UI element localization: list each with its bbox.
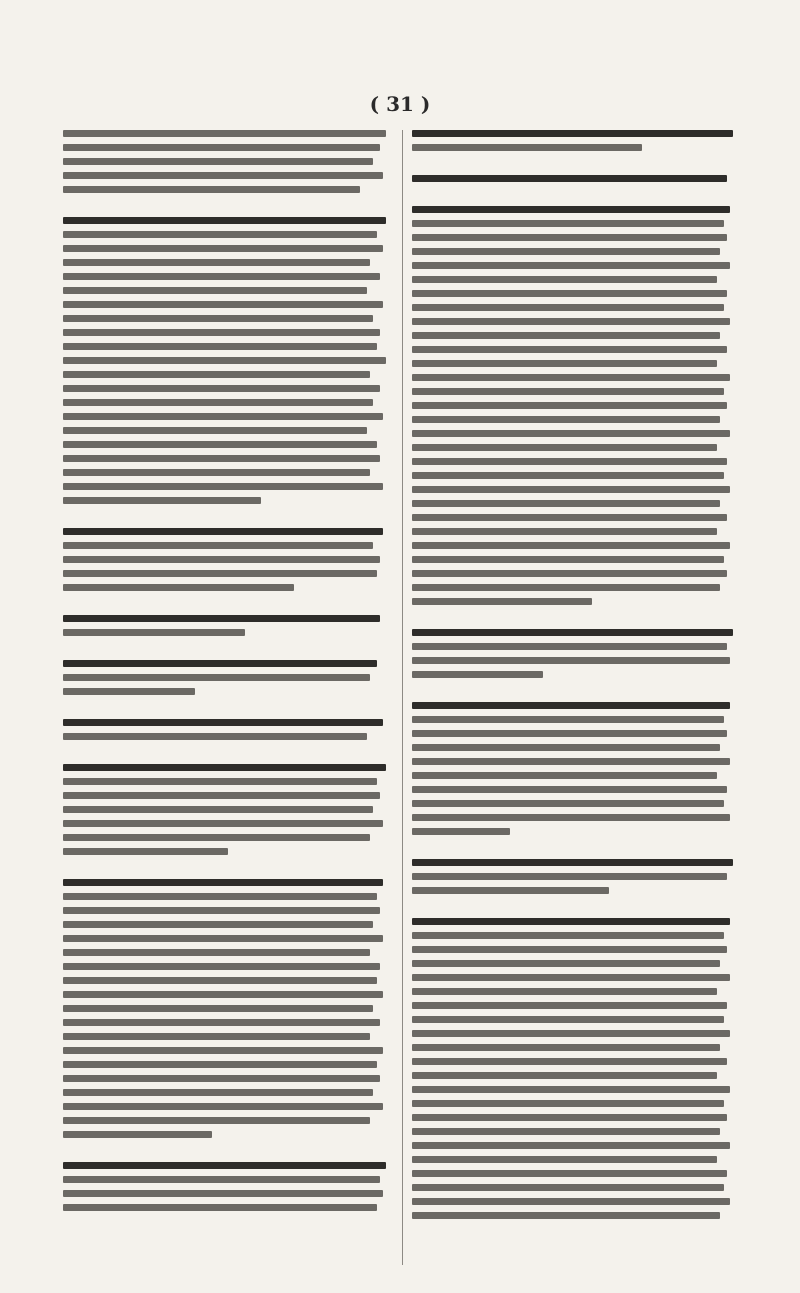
- text-line: [412, 716, 724, 723]
- text-line: [63, 357, 386, 364]
- headword-line: [63, 217, 386, 224]
- text-line: [412, 430, 730, 437]
- entry-gap: [63, 702, 393, 712]
- text-line: [63, 1005, 373, 1012]
- text-line: [412, 486, 730, 493]
- text-line: [63, 792, 380, 799]
- entry-gap: [412, 842, 740, 852]
- text-line: [63, 907, 380, 914]
- text-line: [63, 441, 377, 448]
- headword-line: [412, 206, 730, 213]
- text-line: [63, 343, 377, 350]
- text-line: [63, 315, 373, 322]
- text-line: [63, 1075, 380, 1082]
- entry-gap: [412, 189, 740, 199]
- text-line: [63, 144, 380, 151]
- entry-gap: [412, 685, 740, 695]
- entry-gap: [63, 511, 393, 521]
- text-line: [412, 290, 727, 297]
- text-line: [63, 259, 370, 266]
- text-line: [412, 444, 717, 451]
- text-line: [63, 820, 383, 827]
- text-line: [412, 346, 727, 353]
- text-line: [63, 455, 380, 462]
- text-line: [63, 1204, 377, 1211]
- text-line: [63, 186, 360, 193]
- text-line: [412, 671, 543, 678]
- headword-line: [63, 528, 383, 535]
- text-line: [63, 629, 245, 636]
- text-line: [412, 234, 727, 241]
- text-line: [412, 248, 720, 255]
- text-line: [412, 584, 720, 591]
- text-line: [63, 1131, 212, 1138]
- text-line: [63, 556, 380, 563]
- text-line: [63, 893, 377, 900]
- text-line: [412, 144, 642, 151]
- text-line: [412, 1142, 730, 1149]
- text-line: [63, 427, 367, 434]
- text-line: [63, 130, 386, 137]
- text-line: [412, 786, 727, 793]
- text-line: [412, 758, 730, 765]
- text-line: [412, 514, 727, 521]
- text-line: [63, 584, 294, 591]
- text-line: [63, 329, 380, 336]
- headword-line: [412, 918, 730, 925]
- headword-line: [63, 1162, 386, 1169]
- text-line: [63, 570, 377, 577]
- text-line: [412, 556, 724, 563]
- entry-gap: [412, 158, 740, 168]
- text-line: [63, 483, 383, 490]
- text-line: [412, 1156, 717, 1163]
- text-line: [63, 977, 377, 984]
- text-line: [412, 374, 730, 381]
- entry-gap: [63, 200, 393, 210]
- text-line: [412, 1184, 724, 1191]
- headword-line: [412, 130, 733, 137]
- text-line: [63, 1176, 380, 1183]
- text-line: [63, 399, 373, 406]
- text-line: [412, 220, 724, 227]
- text-line: [63, 921, 373, 928]
- text-line: [63, 1103, 383, 1110]
- text-line: [412, 643, 727, 650]
- text-line: [412, 1100, 724, 1107]
- text-line: [412, 1044, 720, 1051]
- text-line: [412, 1072, 717, 1079]
- text-line: [412, 988, 717, 995]
- text-line: [412, 416, 720, 423]
- text-line: [412, 730, 727, 737]
- text-line: [412, 1198, 730, 1205]
- text-line: [63, 1190, 383, 1197]
- text-line: [63, 1117, 370, 1124]
- text-line: [63, 287, 367, 294]
- text-line: [412, 657, 730, 664]
- text-line: [63, 385, 380, 392]
- text-line: [412, 360, 717, 367]
- entry-lines: [412, 130, 740, 1219]
- text-line: [412, 1002, 727, 1009]
- text-line: [412, 800, 724, 807]
- text-line: [412, 873, 727, 880]
- headword-line: [412, 175, 727, 182]
- entry-gap: [412, 612, 740, 622]
- text-line: [412, 1170, 727, 1177]
- text-line: [412, 772, 717, 779]
- text-line: [412, 974, 730, 981]
- text-line: [63, 371, 370, 378]
- headword-line: [63, 660, 377, 667]
- text-line: [63, 991, 383, 998]
- text-line: [63, 949, 370, 956]
- text-line: [63, 469, 370, 476]
- text-line: [412, 570, 727, 577]
- text-line: [412, 1016, 724, 1023]
- text-line: [412, 1212, 720, 1219]
- text-line: [412, 1030, 730, 1037]
- text-line: [412, 304, 724, 311]
- entry-gap: [63, 1145, 393, 1155]
- text-line: [63, 413, 383, 420]
- text-line: [412, 960, 720, 967]
- text-line: [412, 276, 717, 283]
- text-line: [412, 932, 724, 939]
- index-column-right: [412, 130, 740, 1265]
- text-line: [412, 388, 724, 395]
- text-line: [412, 458, 727, 465]
- text-line: [63, 848, 228, 855]
- text-line: [412, 814, 730, 821]
- text-line: [412, 402, 727, 409]
- text-line: [63, 1047, 383, 1054]
- entry-gap: [63, 643, 393, 653]
- headword-line: [63, 764, 386, 771]
- text-line: [63, 231, 377, 238]
- entry-gap: [412, 901, 740, 911]
- text-line: [412, 542, 730, 549]
- entry-gap: [63, 862, 393, 872]
- headword-line: [412, 859, 733, 866]
- text-line: [412, 598, 592, 605]
- text-line: [63, 1089, 373, 1096]
- text-line: [63, 674, 370, 681]
- text-line: [412, 528, 717, 535]
- text-line: [412, 828, 510, 835]
- text-line: [63, 497, 261, 504]
- text-line: [63, 806, 373, 813]
- text-line: [63, 1019, 380, 1026]
- column-divider: [402, 130, 403, 1265]
- text-line: [63, 1033, 370, 1040]
- text-line: [63, 301, 383, 308]
- text-line: [412, 1114, 727, 1121]
- index-column-left: [63, 130, 393, 1265]
- text-line: [63, 273, 380, 280]
- text-line: [63, 733, 367, 740]
- text-line: [412, 1058, 727, 1065]
- text-line: [412, 946, 727, 953]
- text-line: [63, 172, 383, 179]
- text-line: [63, 245, 383, 252]
- text-line: [63, 158, 373, 165]
- text-line: [63, 834, 370, 841]
- text-line: [412, 1128, 720, 1135]
- headword-line: [412, 629, 733, 636]
- headword-line: [63, 719, 383, 726]
- text-line: [412, 500, 720, 507]
- text-line: [412, 744, 720, 751]
- text-line: [412, 262, 730, 269]
- text-line: [412, 887, 609, 894]
- text-line: [63, 542, 373, 549]
- text-line: [63, 688, 195, 695]
- entry-gap: [63, 598, 393, 608]
- headword-line: [63, 615, 380, 622]
- text-line: [412, 1086, 730, 1093]
- page-number: ( 31 ): [369, 92, 431, 116]
- text-line: [412, 318, 730, 325]
- text-line: [412, 332, 720, 339]
- text-line: [63, 963, 380, 970]
- entry-lines: [63, 130, 393, 1211]
- text-line: [63, 1061, 377, 1068]
- entry-gap: [63, 747, 393, 757]
- text-line: [63, 778, 377, 785]
- text-line: [412, 472, 724, 479]
- headword-line: [63, 879, 383, 886]
- text-line: [63, 935, 383, 942]
- headword-line: [412, 702, 730, 709]
